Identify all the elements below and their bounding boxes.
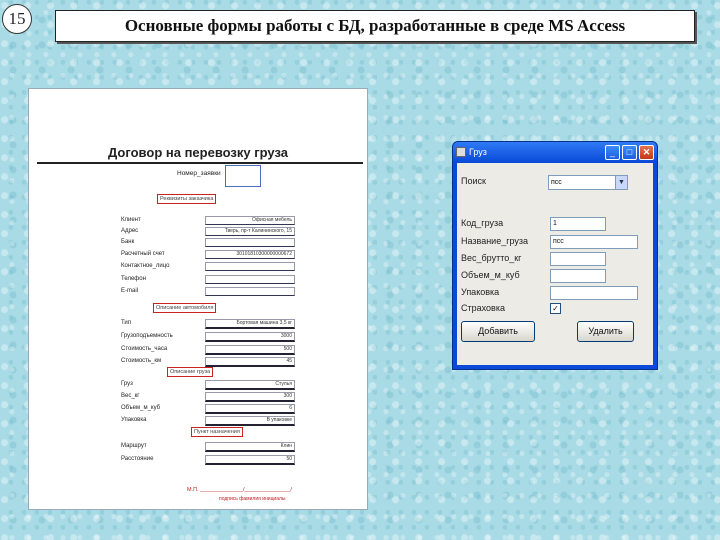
row-value [205, 287, 295, 296]
report-row [29, 357, 367, 365]
search-label: Поиск [461, 176, 486, 186]
row-label: Стоимость_часа [121, 346, 168, 352]
section-customer: Реквизиты заказчика [157, 194, 216, 204]
report-row [29, 287, 367, 295]
row-value: 500 [205, 345, 295, 355]
row-label: Банк [121, 239, 135, 245]
section-route: Пункт назначения [191, 427, 243, 437]
report-row [29, 380, 367, 388]
report-row [29, 404, 367, 412]
row-value: 3000 [205, 332, 295, 342]
delete-button[interactable]: Удалить [577, 321, 634, 342]
report-row [29, 332, 367, 340]
row-label: Грузоподъемность [121, 333, 173, 339]
window-title: Груз [469, 147, 487, 157]
row-value: Клин [205, 442, 295, 452]
report-row [29, 392, 367, 400]
row-label: Маршрут [121, 443, 147, 449]
cargo-name-field[interactable]: псс [550, 235, 638, 249]
row-value: 30101810300000000672 [205, 250, 295, 259]
add-button[interactable]: Добавить [461, 321, 535, 342]
search-combobox[interactable] [548, 175, 628, 190]
report-row [29, 345, 367, 353]
minimize-button[interactable]: _ [605, 145, 620, 160]
report-row [29, 227, 367, 235]
report-row [29, 275, 367, 283]
row-label: Клиент [121, 217, 141, 223]
window-titlebar[interactable] [453, 142, 657, 162]
row-value: 50 [205, 455, 295, 465]
row-value: Стулья [205, 380, 295, 390]
row-label: Расстояние [121, 456, 154, 462]
row-label: Адрес [121, 228, 139, 234]
report-row [29, 319, 367, 327]
signature-line: М.П. ______________/_______________/ [187, 487, 292, 493]
title-divider [37, 162, 363, 164]
report-title: Договор на перевозку груза [108, 145, 288, 160]
row-label: Вес_кг [121, 393, 140, 399]
report-row [29, 238, 367, 246]
row-value: 45 [205, 357, 295, 367]
row-label: Тип [121, 320, 132, 326]
insurance-checkbox[interactable]: ✓ [550, 303, 561, 314]
field-label-packaging: Упаковка [461, 287, 500, 297]
form-icon [456, 147, 466, 157]
report-row [29, 416, 367, 424]
row-label: Контактное_лицо [121, 263, 170, 269]
field-label-gross-weight: Вес_брутто_кг [461, 253, 522, 263]
row-value: 6 [205, 404, 295, 414]
field-label-cargo-name: Название_груза [461, 236, 529, 246]
form-body [457, 163, 653, 365]
row-label: Объем_м_куб [121, 405, 161, 411]
slide-title: Основные формы работы с БД, разработанные в среде MS Access [55, 10, 695, 42]
search-value: псс [551, 179, 562, 186]
row-value: Офисная мебель [205, 216, 295, 225]
cargo-form-window [452, 141, 658, 370]
close-button[interactable]: ✕ [639, 145, 654, 160]
row-label: Груз [121, 381, 133, 387]
section-transport: Описание автомобиля [153, 303, 216, 313]
row-label: Стоимость_км [121, 358, 162, 364]
maximize-button[interactable]: □ [622, 145, 637, 160]
section-cargo: Описание груза [167, 367, 213, 377]
cargo-code-field[interactable]: 1 [550, 217, 606, 231]
report-row [29, 216, 367, 224]
row-value [205, 275, 295, 284]
report-row [29, 442, 367, 450]
signature-caption: подпись фамилия инициалы [219, 496, 286, 502]
field-label-volume: Объем_м_куб [461, 270, 520, 280]
field-label-cargo-code: Код_груза [461, 218, 504, 228]
chevron-down-icon[interactable]: ▼ [615, 176, 627, 189]
report-row [29, 262, 367, 270]
row-value: В упаковке [205, 416, 295, 426]
row-value [205, 262, 295, 271]
row-value: Тверь, пр-т Калининского, 15 [205, 227, 295, 236]
row-label: Телефон [121, 276, 146, 282]
report-row [29, 250, 367, 258]
row-label: E-mail [121, 288, 139, 294]
contract-report [28, 88, 368, 510]
request-number-field [225, 165, 261, 187]
row-label: Упаковка [121, 417, 147, 423]
row-value [205, 238, 295, 247]
row-value: Бортовая машина 3,5 кг [205, 319, 295, 329]
report-row [29, 455, 367, 463]
request-number-label: Номер_заявки [177, 170, 221, 177]
row-value: 300 [205, 392, 295, 402]
row-label: Расчетный счет [121, 251, 165, 257]
volume-field[interactable] [550, 269, 606, 283]
gross-weight-field[interactable] [550, 252, 606, 266]
field-label-insurance: Страховка [461, 303, 505, 313]
slide-number: 15 [2, 4, 32, 34]
packaging-field[interactable] [550, 286, 638, 300]
